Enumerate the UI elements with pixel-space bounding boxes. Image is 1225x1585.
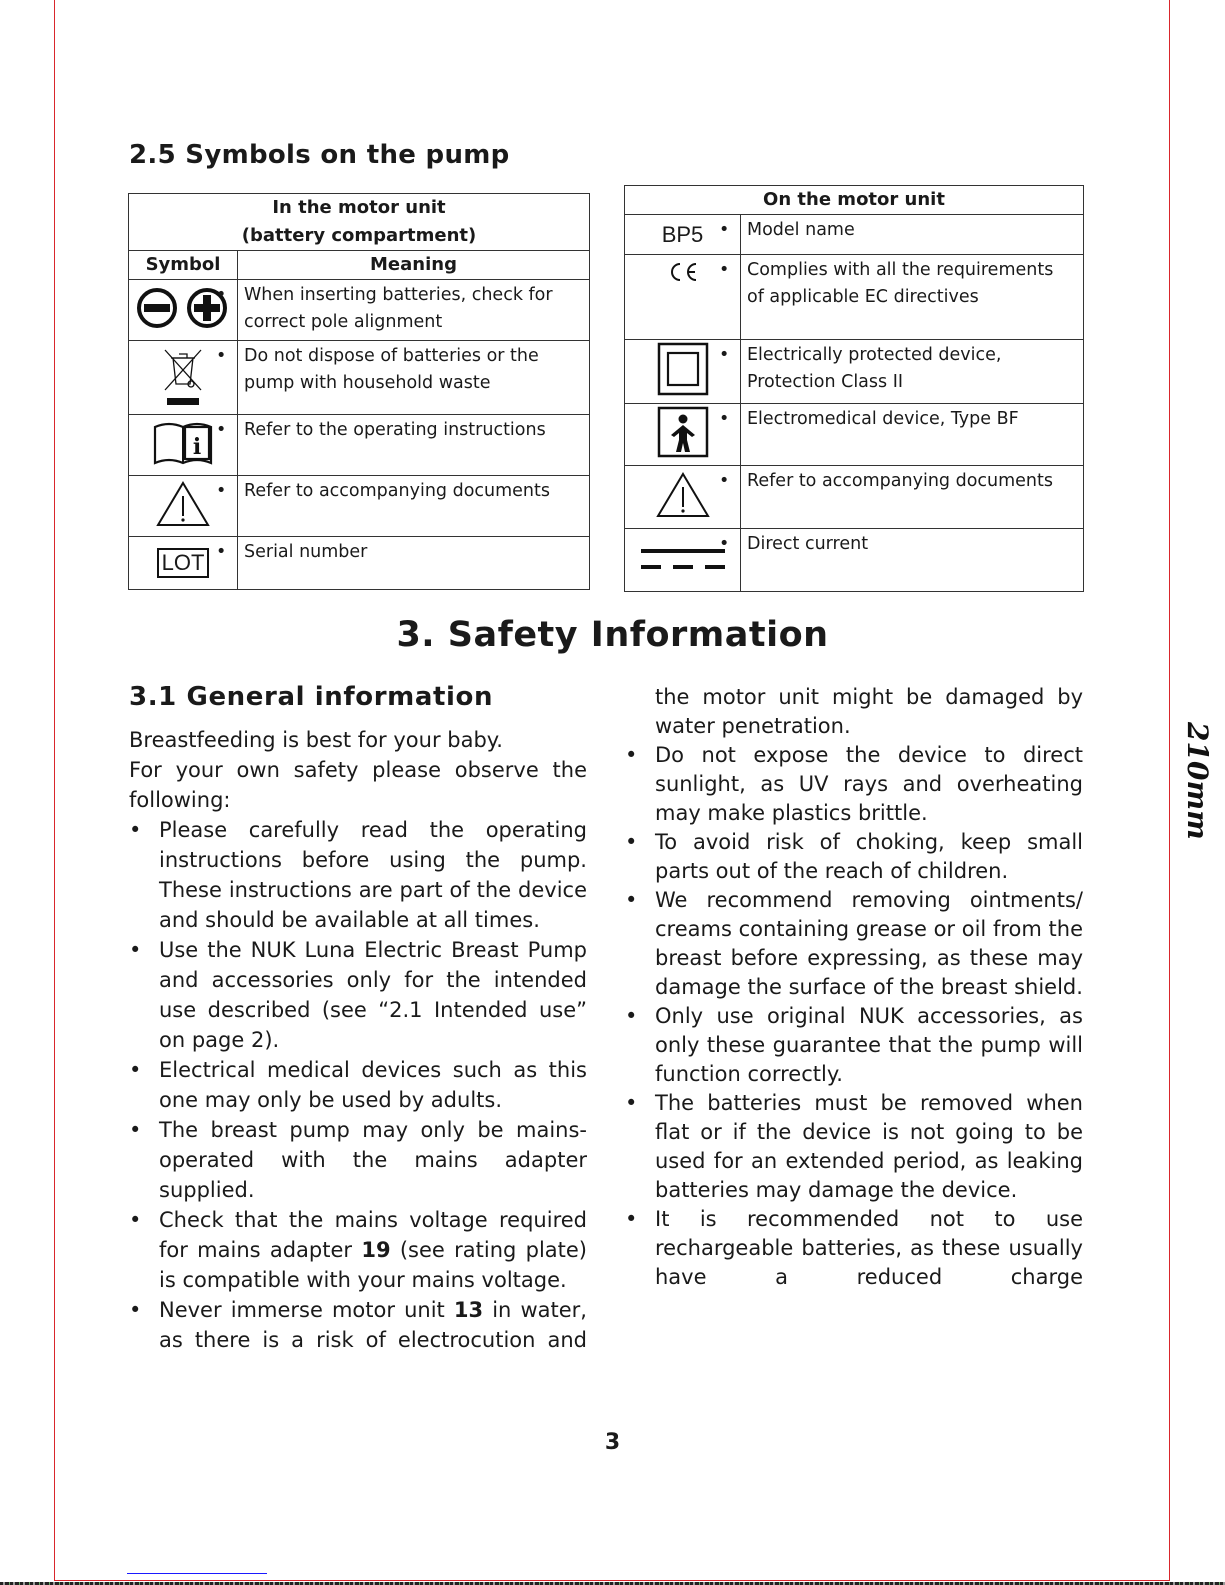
table-row: LOT • Serial number (129, 537, 590, 590)
symbols-table-battery-compartment (128, 193, 590, 590)
table-row: • Refer to accompanying documents (625, 466, 1084, 529)
table-row: • Refer to accompanying documents (129, 476, 590, 537)
list-item: • Only use original NUK accessories, as only these guarantee that the pump will function correctly. (625, 1004, 1083, 1086)
table-row: BP5 • Model name (625, 215, 1084, 255)
meaning-text: Complies with all the requirements of applicable EC directives (747, 260, 1054, 307)
meaning-text: Electromedical device, Type BF (747, 409, 1019, 429)
safety-list-right (625, 741, 1083, 1292)
table-caption: In the motor unit (battery compartment) (129, 194, 590, 251)
meaning-text: Direct current (747, 534, 869, 554)
symbols-table-motor-unit (624, 185, 1084, 592)
safety-list-left (129, 815, 587, 1355)
page-number: 3 (604, 1430, 621, 1455)
table-row: • Do not dispose of batteries or the pump with household waste (129, 341, 590, 415)
list-item: • Check that the mains voltage required for mains adapter 19 (see rating plate) is compatible with your mains voltage. (129, 1208, 588, 1292)
part-reference: 13 (453, 1298, 484, 1322)
table-row: • Electromedical device, Type BF (625, 404, 1084, 466)
intro-line: Breastfeeding is best for your baby. (129, 728, 503, 752)
list-item: • Electrical medical devices such as this one may only be used by adults. (129, 1058, 587, 1112)
meaning-text: Refer to accompanying documents (747, 471, 1053, 491)
table-row: • Complies with all the requirements of applicable EC directives (625, 255, 1084, 340)
text-column-left (129, 725, 587, 1355)
list-item: • Do not expose the device to direct sunlight, as UV rays and overheating may make plastics brittle. (625, 743, 1083, 825)
meaning-text: Refer to accompanying documents (244, 481, 550, 501)
list-item: • Never immerse motor unit 13 in water, as there is a risk of electrocution and (129, 1298, 587, 1352)
part-reference: 19 (361, 1238, 391, 1262)
list-item-continuation: the motor unit might be damaged by water penetration. (655, 685, 1083, 738)
meaning-text: Electrically protected device, Protection Class II (747, 345, 1002, 392)
column-header-symbol: Symbol (129, 251, 238, 280)
model-name-text: BP5 (625, 215, 741, 255)
link-underline[interactable] (127, 1573, 267, 1574)
list-item: • Please carefully read the operating instructions before using the pump. These instructions are part of the device and should be available at all times. (129, 818, 587, 932)
meaning-text: When inserting batteries, check for correct pole alignment (244, 285, 553, 332)
column-header-meaning: Meaning (238, 251, 590, 280)
page-size-label: 210mm (1181, 722, 1214, 840)
table-row: • Electrically protected device, Protection Class II (625, 340, 1084, 404)
list-item: • We recommend removing ointments/ creams containing grease or oil from the breast before expressing, as these may damage the surface of the breast shield. (625, 888, 1083, 999)
section-title-general-information: 3.1 General information (129, 682, 494, 712)
table-row: • When inserting batteries, check for correct pole alignment (129, 280, 590, 341)
list-item: • To avoid risk of choking, keep small parts out of the reach of children. (625, 830, 1083, 883)
table-caption: On the motor unit (625, 186, 1084, 215)
section-title-symbols: 2.5 Symbols on the pump (129, 140, 510, 170)
table-row: i • Refer to the operating instructions (129, 415, 590, 476)
list-item: • It is recommended not to use rechargeable batteries, as these usually have a reduced charge (625, 1207, 1083, 1289)
list-item: • Use the NUK Luna Electric Breast Pump and accessories only for the intended use described (see “2.1 Intended use” on page 2). (129, 938, 587, 1052)
table-row: • Direct current (625, 529, 1084, 592)
meaning-text: Refer to the operating instructions (244, 420, 546, 440)
lot-icon: LOT (129, 537, 238, 590)
list-item: • The breast pump may only be mains-operated with the mains adapter supplied. (129, 1118, 587, 1202)
list-item: • The batteries must be removed when flat or if the device is not going to be used for an extended period, as leaking batteries may damage the device. (625, 1091, 1083, 1202)
intro-line: For your own safety please observe the following: (129, 758, 587, 812)
svg-text:i: i (192, 433, 202, 460)
text-column-right (625, 683, 1083, 1292)
meaning-text: Model name (747, 220, 855, 240)
meaning-text: Do not dispose of batteries or the pump with household waste (244, 346, 539, 393)
chapter-title-safety: 3. Safety Information (396, 615, 829, 655)
meaning-text: Serial number (244, 542, 368, 562)
